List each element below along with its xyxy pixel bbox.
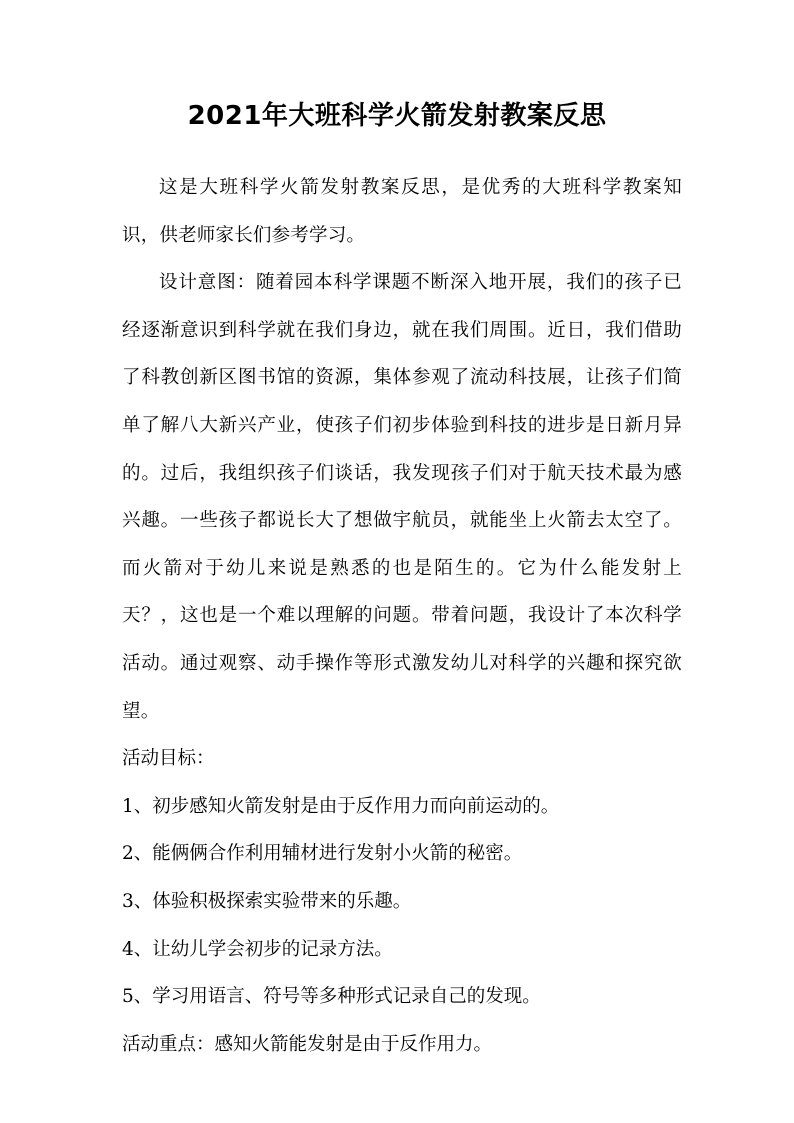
goal-item: 4、让幼儿学会初步的记录方法。 (122, 938, 393, 960)
key-point: 活动重点：感知火箭能发射是由于反作用力。 (122, 1033, 493, 1055)
document-title: 2021年大班科学火箭发射教案反思 (187, 101, 607, 131)
intro-paragraph: 这是大班科学火箭发射教案反思，是优秀的大班科学教案知识，供老师家长们参考学习。 (122, 177, 682, 246)
goal-item: 2、能俩俩合作利用辅材进行发射小火箭的秘密。 (122, 843, 523, 865)
goal-item: 5、学习用语言、符号等多种形式记录自己的发现。 (122, 986, 541, 1008)
goal-item: 1、初步感知火箭发射是由于反作用力而向前运动的。 (122, 795, 560, 817)
design-intent-paragraph: 设计意图：随着园本科学课题不断深入地开展，我们的孩子已经逐渐意识到科学就在我们身边，就在我们周围。近日，我们借助了科教创新区图书馆的资源，集体参观了流动科技展，让孩子们简单了解八大新兴产业，使孩子们初步体验到科技的进步是日新月异的。过后，我组织孩子们谈话，我发现孩子们对于航天技术最为感兴趣。一些孩子都说长大了想做宇航员，就能坐上火箭去太空了。而火箭对于幼儿来说是熟悉的也是陌生的。它为什么能发射上天？，这也是一个难以理解的问题。带着问题，我设计了本次科学活动。通过观察、动手操作等形式激发幼儿对科学的兴趣和探究欲望。 (122, 272, 682, 722)
goals-heading: 活动目标： (122, 748, 215, 770)
document-body (122, 164, 682, 1068)
goal-item: 3、体验积极探索实验带来的乐趣。 (122, 890, 412, 912)
